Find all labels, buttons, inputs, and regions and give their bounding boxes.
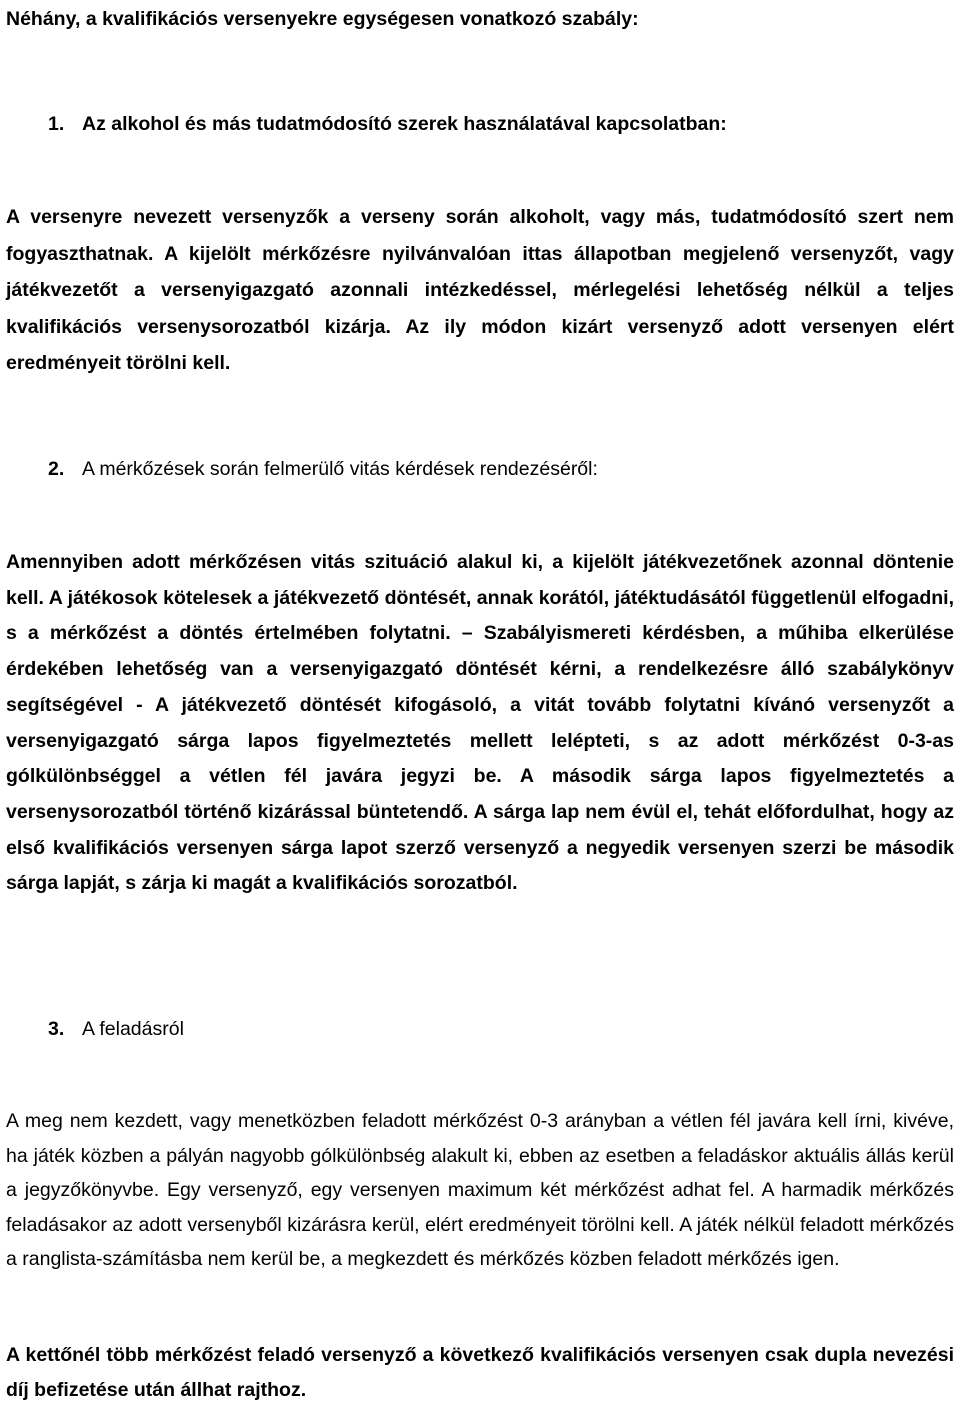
section-3-paragraph: A meg nem kezdett, vagy menetközben feladott mérkőzést 0-3 arányban a vétlen fél javára kell írni, kivéve, ha játék közben a pályán nagyobb gólkülönbség alakult ki, ebben az esetben a feladáskor aktuális állás kerül a jegyzőkönyvbe. Egy versenyző, egy versenyen maximum két mérkőzést adhat fel. A harmadik mérkőzés feladásakor az adott versenyből kizárásra kerül, elért eredményeit törölni kell. A játék nélkül feladott mérkőzés a ranglista-számításba nem kerül be, a megkezdett és mérkőzés közben feladott mérkőzés igen. bbox=[6, 1110, 954, 1271]
section-1-number: 1. bbox=[48, 113, 65, 135]
section-3-closing: A kettőnél több mérkőzést feladó versenyző a következő kvalifikációs versenyen csak dupla nevezési díj befizetése után állhat rajthoz. bbox=[6, 1344, 954, 1401]
section-1-title: Az alkohol és más tudatmódosító szerek használatával kapcsolatban: bbox=[82, 113, 727, 135]
section-2-number: 2. bbox=[48, 458, 65, 480]
section-3-heading bbox=[48, 1012, 184, 1046]
section-1-paragraph: A versenyre nevezett versenyzők a verseny során alkoholt, vagy más, tudatmódosító szert nem fogyaszthatnak. A kijelölt mérkőzésre nyilvánvalóan ittas állapotban megjelenő versenyzőt, vagy játékvezetőt a versenyigazgató azonnali intézkedéssel, mérlegelési lehetőség nélkül a teljes kvalifikációs versenysorozatból kizárja. Az ily módon kizárt versenyző adott versenyen elért eredményeit törölni kell. bbox=[6, 206, 954, 374]
section-2-heading bbox=[48, 452, 598, 486]
section-2-paragraph: Amennyiben adott mérkőzésen vitás szituáció alakul ki, a kijelölt játékvezetőnek azonnal döntenie kell. A játékosok kötelesek a játékvezető döntését, annak korától, játéktudásától függetlenül elfogadni, s a mérkőzést a döntés értelmében folytatni. – Szabályismereti kérdésben, a műhiba elkerülése érdekében lehetőség van a versenyigazgató döntését kérni, a rendelkezésre álló szabálykönyv segítségével - A játékvezető döntését kifogásoló, a vitát tovább folytatni kívánó versenyzőt a versenyigazgató sárga lapos figyelmeztetés mellett lelépteti, s az adott mérkőzést 0-3-as gólkülönbséggel a vétlen fél javára jegyzi be. A második sárga lapos figyelmeztetés a versenysorozatból történő kizárással büntetendő. A sárga lap nem évül el, tehát előfordulhat, hogy az első kvalifikációs versenyen sárga lapot szerző versenyző a negyedik versenyen szerzi be második sárga lapját, s zárja ki magát a kvalifikációs sorozatból. bbox=[6, 551, 954, 895]
section-3-title: A feladásról bbox=[82, 1018, 184, 1040]
section-3-number: 3. bbox=[48, 1018, 65, 1040]
section-1-heading bbox=[48, 107, 727, 141]
section-2-title: A mérkőzések során felmerülő vitás kérdések rendezéséről: bbox=[82, 458, 598, 480]
intro-heading: Néhány, a kvalifikációs versenyekre egységesen vonatkozó szabály: bbox=[6, 8, 639, 30]
